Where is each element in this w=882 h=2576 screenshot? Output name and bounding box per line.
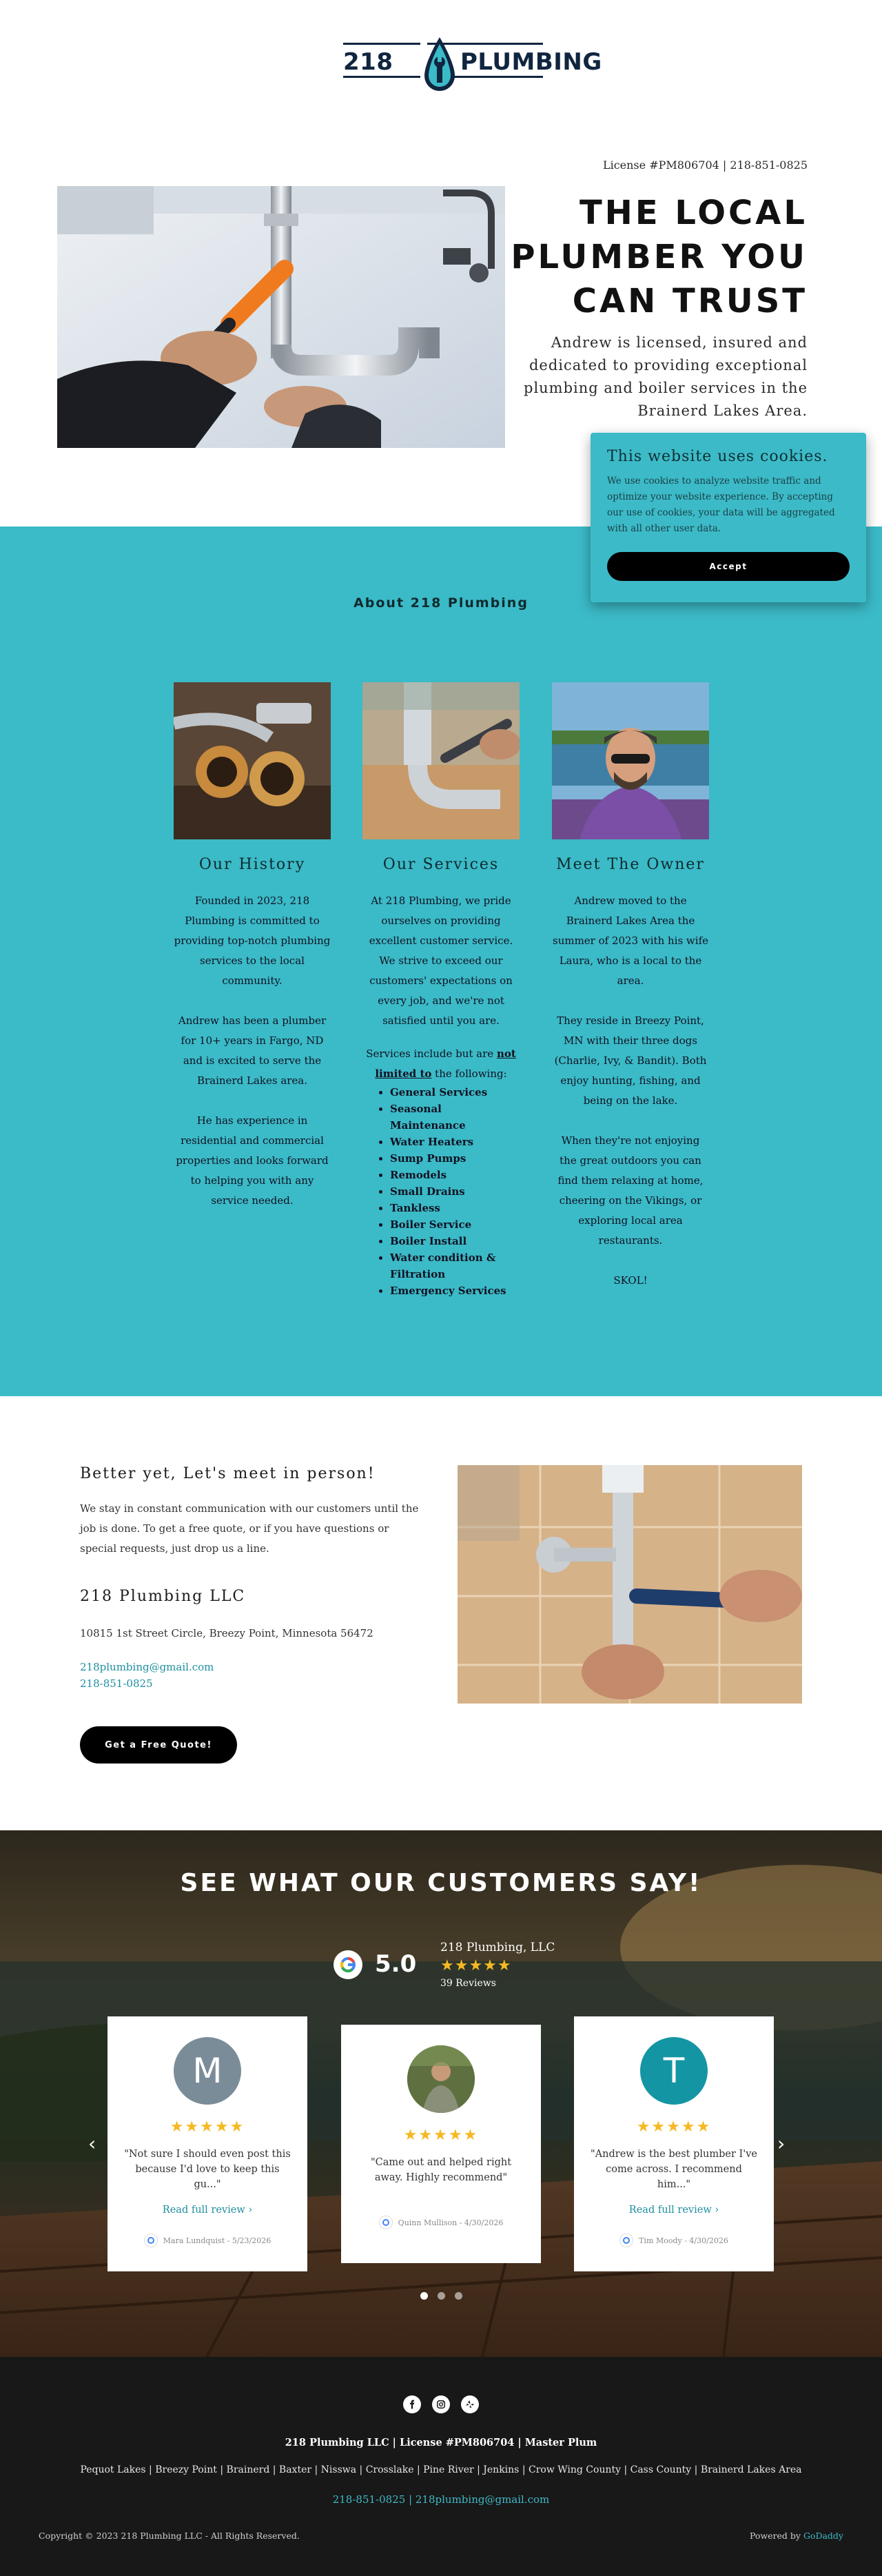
reviews-section	[0, 1830, 882, 2357]
facebook-icon[interactable]	[403, 2395, 421, 2413]
email-link[interactable]: 218plumbing@gmail.com	[80, 1661, 214, 1673]
history-paragraph: Andrew has been a plumber for 10+ years in Fargo, ND and is excited to serve the Brainerd Lakes area.	[178, 1014, 327, 1087]
logo-text-number: 218	[343, 48, 393, 76]
pipe-wrench-image	[362, 682, 520, 839]
cookie-text: We use cookies to analyze website traffic and optimize your website experience. By accepting our use of cookies, your data will be aggregated with all other user data.	[607, 476, 835, 534]
footer-phone-link[interactable]: 218-851-0825	[332, 2493, 406, 2506]
social-links	[0, 2395, 882, 2413]
services-intro	[362, 1044, 520, 1084]
avatar	[174, 2037, 241, 2105]
logo-rule	[343, 76, 420, 78]
history-title: Our History	[198, 856, 306, 873]
list-item: • Water condition & Filtration	[390, 1249, 520, 1282]
owner-paragraph: Andrew moved to the Brainerd Lakes Area the summer of 2023 with his wife Laura, who is a local to the area.	[553, 895, 708, 987]
license-info: License #PM806704 | 218-851-0825	[602, 159, 808, 172]
services-column	[362, 682, 520, 1299]
contact-links	[80, 1659, 424, 1692]
review-card	[341, 2025, 541, 2263]
contact-section	[0, 1396, 882, 1830]
history-column	[174, 682, 331, 1231]
google-icon	[379, 2216, 393, 2229]
list-item: • Tankless	[390, 1200, 520, 1216]
company-name: 218 Plumbing LLC	[80, 1588, 246, 1605]
services-intro-text: the following:	[431, 1067, 507, 1080]
list-item: • Seasonal Maintenance	[390, 1101, 520, 1134]
faucet-repair-image	[458, 1465, 802, 1704]
services-body	[362, 891, 520, 1299]
list-item: • Boiler Install	[390, 1233, 520, 1249]
list-item: • Water Heaters	[390, 1134, 520, 1150]
read-review-label: Read full review	[162, 2205, 245, 2216]
list-item: • General Services	[390, 1084, 520, 1101]
rating-stars: ★★★★★	[440, 1957, 512, 1974]
carousel-dot[interactable]	[455, 2292, 462, 2300]
contact-text: We stay in constant communication with our customers until the job is done. To get a free quote, or if you have questions or special requests, just drop us a line.	[80, 1502, 419, 1555]
review-stars: ★★★★★	[403, 2127, 479, 2144]
chevron-right-icon: ›	[715, 2205, 719, 2216]
list-item: • Boiler Service	[390, 1216, 520, 1233]
hero-title-line: THE LOCAL	[579, 194, 808, 232]
powered-by-text: Powered by	[750, 2531, 803, 2541]
contact-info	[80, 1465, 424, 1764]
contact-heading: Better yet, Let's meet in person!	[80, 1465, 376, 1482]
rating-score: 5.0	[375, 1950, 417, 1978]
rating-count: 39 Reviews	[440, 1978, 496, 1989]
about-section	[0, 527, 882, 1396]
owner-paragraph: They reside in Breezy Point, MN with their three dogs (Charlie, Ivy, & Bandit). Both enjoy hunting, fishing, and being on the lake.	[554, 1014, 707, 1107]
read-review-link[interactable]	[163, 2205, 252, 2216]
review-stars: ★★★★★	[636, 2118, 712, 2136]
godaddy-link[interactable]: GoDaddy	[803, 2531, 843, 2541]
footer-contact	[0, 2493, 882, 2506]
review-card	[574, 2016, 774, 2271]
chevron-right-icon: ›	[248, 2205, 253, 2216]
hero-title	[477, 191, 808, 323]
avatar-initial: T	[663, 2051, 685, 2091]
footer-email-link[interactable]: 218plumbing@gmail.com	[415, 2493, 550, 2506]
read-review-label: Read full review	[628, 2205, 712, 2216]
cookie-banner	[591, 433, 866, 602]
google-icon	[144, 2233, 158, 2247]
list-item: • Small Drains	[390, 1183, 520, 1200]
logo-text-word: PLUMBING	[460, 48, 602, 76]
chevron-left-icon[interactable]: ‹	[88, 2132, 96, 2155]
footer-service-areas: Pequot Lakes | Breezy Point | Brainerd | Baxter | Nisswa | Crosslake | Pine River | Jenkins | Crow Wing County | Cass County | Brainerd Lakes Area	[80, 2464, 802, 2475]
cookie-accept-button[interactable]: Accept	[607, 552, 850, 581]
hero-title-line: CAN TRUST	[572, 282, 808, 320]
history-paragraph: He has experience in residential and commercial properties and looks forward to helping you with any service needed.	[176, 1114, 329, 1207]
owner-body	[552, 891, 709, 1291]
review-quote: "Came out and helped right away. Highly recommend"	[370, 2157, 512, 2183]
avatar-initial: M	[192, 2051, 223, 2091]
read-review-link[interactable]	[629, 2205, 719, 2216]
instagram-icon[interactable]	[432, 2395, 450, 2413]
review-quote: "Andrew is the best plumber I've come across. I recommend him..."	[591, 2149, 757, 2190]
about-title: About 218 Plumbing	[353, 595, 529, 611]
powered-by	[750, 2531, 843, 2541]
phone-link[interactable]: 218-851-0825	[80, 1677, 153, 1690]
services-title: Our Services	[382, 856, 500, 873]
review-author-text: Tim Moody - 4/30/2026	[639, 2236, 728, 2245]
logo-rule	[343, 43, 420, 45]
review-author	[107, 2233, 307, 2247]
google-icon	[334, 1950, 362, 1979]
list-item: • Emergency Services	[390, 1282, 520, 1299]
yelp-icon[interactable]	[461, 2395, 479, 2413]
review-author	[341, 2216, 541, 2229]
rating-summary	[334, 1941, 568, 1996]
site-header	[0, 0, 882, 145]
owner-photo	[552, 682, 709, 839]
reviews-title: SEE WHAT OUR CUSTOMERS SAY!	[180, 1869, 702, 1897]
footer-separator: |	[405, 2493, 416, 2506]
carousel-dot[interactable]	[438, 2292, 445, 2300]
services-intro-text: Services include but are	[366, 1047, 497, 1060]
rating-business: 218 Plumbing, LLC	[440, 1941, 555, 1954]
carousel-dots	[0, 2292, 882, 2300]
history-body	[174, 891, 331, 1211]
review-card	[107, 2016, 307, 2271]
hero-subtitle: Andrew is licensed, insured and dedicated to providing exceptional plumbing and boiler services in the Brainerd Lakes Area.	[524, 334, 808, 419]
hero-copy	[477, 159, 808, 422]
hero-plumber-image	[57, 186, 505, 448]
company-address: 10815 1st Street Circle, Breezy Point, Minnesota 56472	[80, 1627, 373, 1639]
carousel-dot[interactable]	[420, 2292, 428, 2300]
review-author-text: Quinn Mullison - 4/30/2026	[398, 2218, 504, 2227]
services-paragraph: At 218 Plumbing, we pride ourselves on providing excellent customer service. We strive to exceed our customers' expectations on every job, and we're not satisfied until you are.	[369, 895, 513, 1027]
history-paragraph: Founded in 2023, 218 Plumbing is committed to providing top-notch plumbing services to the local community.	[174, 895, 331, 987]
review-author-text: Mara Lundquist - 5/23/2026	[163, 2236, 271, 2245]
footer-company: 218 Plumbing LLC | License #PM806704 | Master Plum	[285, 2437, 597, 2449]
avatar	[407, 2045, 475, 2113]
list-item: • Remodels	[390, 1167, 520, 1183]
site-footer	[0, 2357, 882, 2576]
copyright: Copyright © 2023 218 Plumbing LLC - All Rights Reserved.	[39, 2531, 300, 2541]
owner-column	[552, 682, 709, 1311]
hero-title-line: PLUMBER YOU	[511, 238, 808, 276]
logo[interactable]	[343, 34, 602, 103]
free-quote-button[interactable]: Get a Free Quote!	[80, 1726, 237, 1764]
avatar	[640, 2037, 708, 2105]
cookie-title: This website uses cookies.	[607, 448, 828, 465]
review-quote: "Not sure I should even post this because I'd love to keep this gu..."	[124, 2149, 291, 2190]
review-author	[574, 2233, 774, 2247]
owner-paragraph: SKOL!	[613, 1274, 648, 1287]
services-list	[362, 1084, 520, 1299]
google-icon	[619, 2233, 633, 2247]
review-stars: ★★★★★	[170, 2118, 245, 2136]
list-item: • Sump Pumps	[390, 1150, 520, 1167]
fittings-image	[174, 682, 331, 839]
chevron-right-icon[interactable]: ›	[777, 2132, 786, 2155]
services-intro-underline: not limited to	[375, 1047, 516, 1080]
owner-paragraph: When they're not enjoying the great outdoors you can find them relaxing at home, cheering on the Vikings, or exploring local area restaurants.	[557, 1134, 704, 1247]
water-drop-wrench-icon	[420, 34, 459, 101]
owner-title: Meet The Owner	[556, 856, 705, 873]
